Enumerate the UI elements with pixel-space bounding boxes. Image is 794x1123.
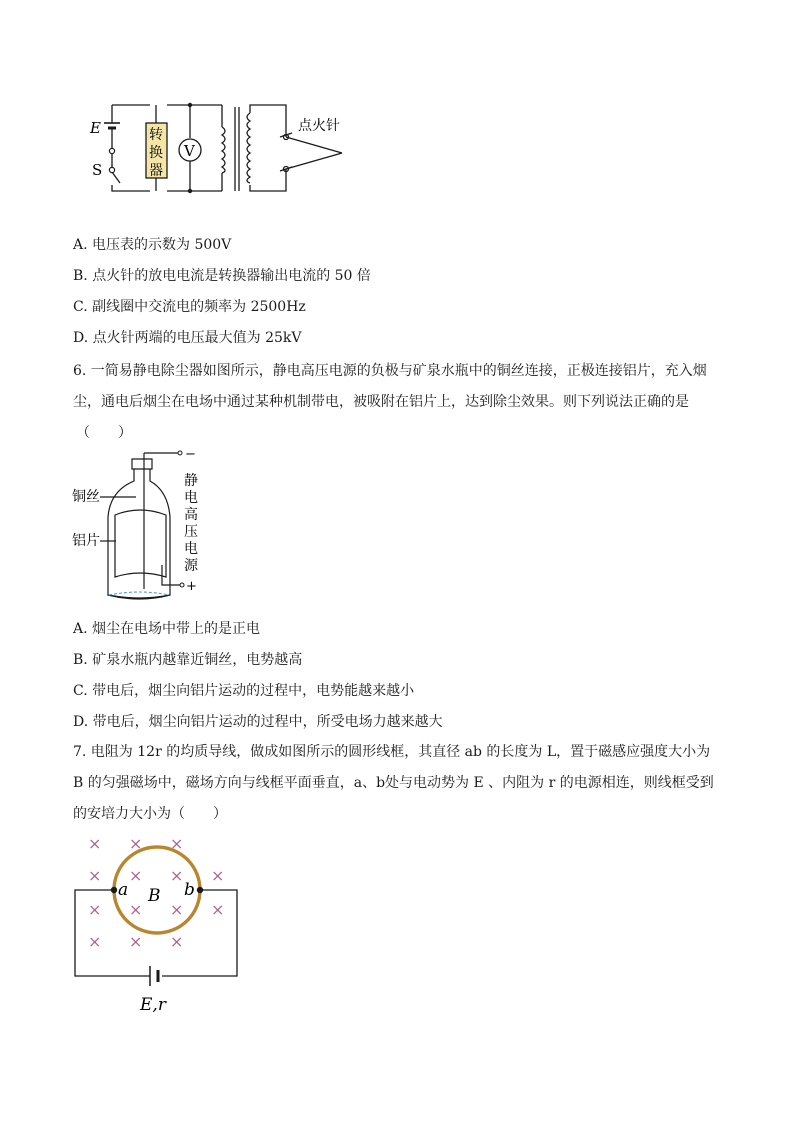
q5-option-a: A. 电压表的示数为 500V	[73, 237, 232, 253]
voltmeter-label: V	[184, 142, 195, 160]
q6-option-a: A. 烟尘在电场中带上的是正电	[73, 621, 261, 637]
cross-2: ×	[129, 834, 143, 853]
cross-9: ×	[129, 900, 143, 919]
cross-13: ×	[129, 932, 143, 951]
q5-option-b: B. 点火针的放电电流是转换器输出电流的 50 倍	[73, 268, 371, 284]
cross-11: ×	[211, 900, 225, 919]
aluminum-label: 铝片	[72, 533, 100, 549]
cross-1: ×	[88, 834, 102, 853]
cross-5: ×	[129, 866, 143, 885]
cross-14: ×	[170, 932, 184, 951]
source-char-3: 高	[184, 507, 198, 523]
figure-dust-collector	[70, 447, 210, 612]
converter-char-2: 换	[149, 145, 163, 161]
field-B-label: B	[148, 886, 161, 906]
cross-4: ×	[88, 866, 102, 885]
q6-stem: 6. 一简易静电除尘器如图所示，静电高压电源的负极与矿泉水瓶中的铜丝连接，正极连接铝片，充入烟尘，通电后烟尘在电场中通过某种机制带电，被吸附在铝片上，达到除尘效果。则下列说法正确的是	[73, 363, 707, 410]
minus-label: −	[185, 447, 196, 462]
source-char-1: 静	[184, 473, 198, 489]
figure-ring-circuit	[70, 833, 250, 1013]
cross-10: ×	[170, 900, 184, 919]
source-char-6: 源	[184, 558, 198, 574]
q6-option-c: C. 带电后，烟尘向铝片运动的过程中，电势能越来越小	[73, 683, 415, 699]
q5-option-c: C. 副线圈中交流电的频率为 2500Hz	[73, 299, 306, 315]
cross-3: ×	[170, 834, 184, 853]
source-char-2: 电	[184, 490, 198, 506]
converter-char-3: 器	[149, 163, 163, 179]
label-S: S	[92, 161, 103, 179]
converter-char-1: 转	[149, 127, 163, 143]
cross-6: ×	[170, 866, 184, 885]
source-Er-label: E,r	[140, 995, 166, 1013]
cross-12: ×	[88, 932, 102, 951]
q7-stem: 7. 电阻为 12r 的均质导线，做成如图所示的圆形线框，其直径 ab 的长度为 L，置于磁感应强度大小为 B 的匀强磁场中，磁场方向与线框平面垂直，a、b处与电动势为 E 、内阻为 r 的电源相连，则线框受到的安培力大小为（ ）	[73, 744, 714, 822]
point-a-label: a	[118, 880, 129, 900]
copper-label: 铜丝	[72, 489, 100, 505]
q6-answer-paren: （ ）	[76, 425, 132, 441]
q6-option-b: B. 矿泉水瓶内越靠近铜丝，电势越高	[73, 652, 303, 668]
cross-8: ×	[88, 900, 102, 919]
source-char-4: 压	[184, 524, 198, 540]
source-char-5: 电	[184, 541, 198, 557]
q5-option-d: D. 点火针两端的电压最大值为 25kV	[73, 330, 302, 346]
figure-igniter-circuit	[80, 95, 380, 205]
q6-option-d: D. 带电后，烟尘向铝片运动的过程中，所受电场力越来越大	[73, 714, 443, 730]
cross-7: ×	[211, 866, 225, 885]
igniter-label: 点火针	[298, 118, 340, 134]
plus-label: +	[186, 579, 197, 594]
point-b-label: b	[184, 880, 195, 900]
label-E: E	[90, 119, 101, 137]
